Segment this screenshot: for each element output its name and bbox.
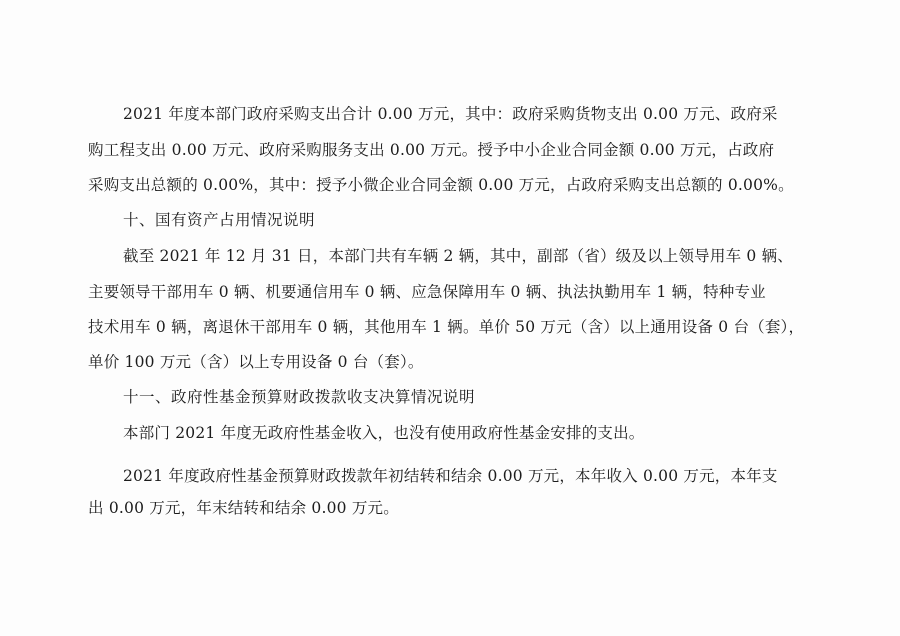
text-line: 主要领导干部用车 0 辆、机要通信用车 0 辆、应急保障用车 0 辆、执法执勤用车 1 辆，特种专业 bbox=[88, 283, 766, 301]
text-line: 采购支出总额的 0.00%，其中：授予小微企业合同金额 0.00 万元，占政府采购支出总额的 0.00%。 bbox=[88, 176, 794, 194]
text-line: 截至 2021 年 12 月 31 日，本部门共有车辆 2 辆，其中，副部（省）级及以上领导用车 0 辆、 bbox=[123, 247, 793, 265]
text-line: 购工程支出 0.00 万元、政府采购服务支出 0.00 万元。授予中小企业合同金额 0.00 万元，占政府 bbox=[88, 141, 775, 159]
fund-income-paragraph: 本部门 2021 年度无政府性基金收入，也没有使用政府性基金安排的支出。 bbox=[123, 424, 645, 442]
section-heading-assets: 十、国有资产占用情况说明 bbox=[123, 211, 316, 229]
text-line: 技术用车 0 辆，离退休干部用车 0 辆，其他用车 1 辆。单价 50 万元（含）以上通用设备 0 台（套）， bbox=[88, 318, 805, 336]
text-line: 单价 100 万元（含）以上专用设备 0 台（套）。 bbox=[88, 353, 424, 371]
text-line: 出 0.00 万元，年末结转和结余 0.00 万元。 bbox=[88, 499, 399, 517]
text-line: 2021 年度政府性基金预算财政拨款年初结转和结余 0.00 万元，本年收入 0.00 万元，本年支 bbox=[123, 467, 778, 485]
text-line: 2021 年度本部门政府采购支出合计 0.00 万元，其中：政府采购货物支出 0.00 万元、政府采 bbox=[123, 105, 778, 123]
section-heading-fund-budget: 十一、政府性基金预算财政拨款收支决算情况说明 bbox=[123, 388, 476, 406]
